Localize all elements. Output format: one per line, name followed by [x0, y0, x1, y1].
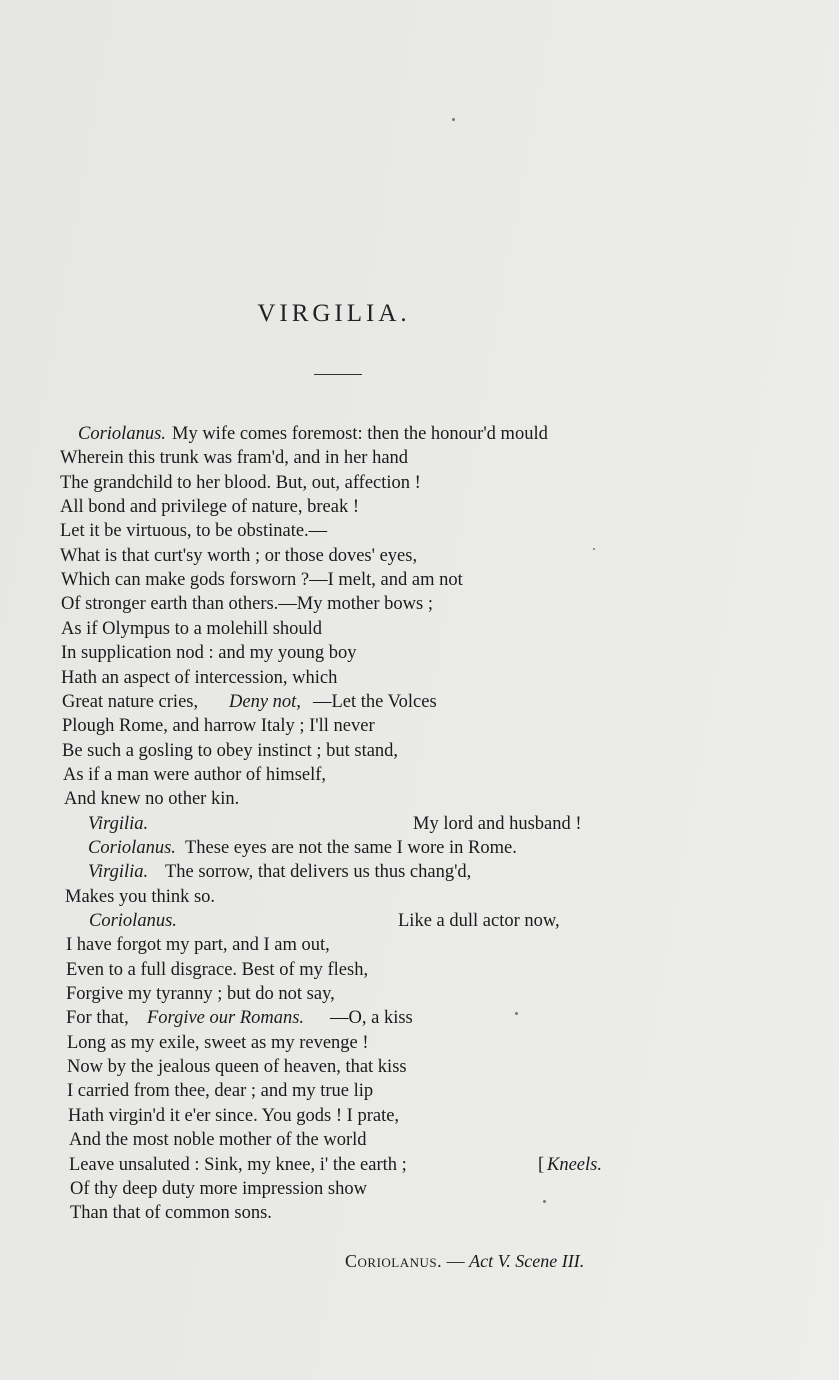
- verse-text: Let it be virtuous, to be obstinate.—: [60, 521, 328, 541]
- title-rule: [314, 374, 362, 375]
- citation-play: Coriolanus.: [345, 1251, 443, 1271]
- verse-text: Long as my exile, sweet as my revenge !: [67, 1033, 369, 1053]
- verse-text: Hath virgin'd it e'er since. You gods ! I prate,: [68, 1106, 400, 1126]
- verse-text: Than that of common sons.: [70, 1203, 272, 1223]
- verse-text: Makes you think so.: [65, 887, 216, 907]
- verse-text: All bond and privilege of nature, break !: [60, 497, 359, 517]
- verse-text: —O, a kiss: [330, 1008, 413, 1028]
- verse-text: Wherein this trunk was fram'd, and in her hand: [60, 448, 409, 468]
- verse-text: The sorrow, that delivers us thus chang'd,: [165, 862, 472, 882]
- speaker-or-emphasis: Coriolanus.: [88, 838, 176, 858]
- verse-text: Of stronger earth than others.—My mother bows ;: [61, 594, 433, 614]
- verse-text: Of thy deep duty more impression show: [70, 1179, 367, 1199]
- verse-text: Leave unsaluted : Sink, my knee, i' the earth ;: [69, 1155, 407, 1175]
- verse-text: Forgive my tyranny ; but do not say,: [66, 984, 335, 1004]
- citation: [345, 1251, 584, 1272]
- verse-text: Now by the jealous queen of heaven, that kiss: [67, 1057, 407, 1077]
- verse-text: Like a dull actor now,: [398, 911, 560, 931]
- verse-text: I have forgot my part, and I am out,: [66, 935, 330, 955]
- paper-speck: [543, 1200, 546, 1203]
- speaker-or-emphasis: Coriolanus.: [78, 424, 166, 444]
- paper-speck: [452, 118, 455, 121]
- verse-text: Which can make gods forsworn ?—I melt, and am not: [61, 570, 463, 590]
- verse-text: These eyes are not the same I wore in Rome.: [185, 838, 517, 858]
- verse-text: My wife comes foremost: then the honour'd mould: [172, 424, 548, 444]
- speaker-or-emphasis: Virgilia.: [88, 814, 149, 834]
- verse-text: Be such a gosling to obey instinct ; but stand,: [62, 741, 399, 761]
- verse-text: I carried from thee, dear ; and my true lip: [67, 1081, 374, 1101]
- speaker-or-emphasis: Kneels.: [547, 1155, 602, 1175]
- speaker-or-emphasis: Virgilia.: [88, 862, 149, 882]
- verse-text: Plough Rome, and harrow Italy ; I'll never: [62, 716, 375, 736]
- speaker-or-emphasis: Deny not,: [229, 692, 301, 712]
- verse-text: As if Olympus to a molehill should: [61, 619, 323, 639]
- paper-speck: [593, 548, 595, 550]
- verse-text: Hath an aspect of intercession, which: [61, 668, 338, 688]
- verse-text: As if a man were author of himself,: [63, 765, 327, 785]
- verse-text: [: [538, 1155, 545, 1175]
- verse-text: Even to a full disgrace. Best of my flesh,: [66, 960, 369, 980]
- verse-text: In supplication nod : and my young boy: [61, 643, 357, 663]
- citation-act: Act V. Scene III.: [469, 1251, 585, 1271]
- citation-dash: —: [442, 1251, 465, 1271]
- speaker-or-emphasis: Forgive our Romans.: [147, 1008, 305, 1028]
- verse-text: And knew no other kin.: [64, 789, 240, 809]
- page-title: VIRGILIA.: [257, 300, 411, 327]
- verse-text: —Let the Volces: [313, 692, 437, 712]
- verse-text: For that,: [66, 1008, 129, 1028]
- verse-text: What is that curt'sy worth ; or those doves' eyes,: [60, 546, 418, 566]
- paper-speck: [515, 1012, 518, 1015]
- speaker-or-emphasis: Coriolanus.: [89, 911, 177, 931]
- verse-text: Great nature cries,: [62, 692, 199, 712]
- verse-text: The grandchild to her blood. But, out, affection !: [60, 473, 421, 493]
- verse-text: My lord and husband !: [413, 814, 582, 834]
- verse-text: And the most noble mother of the world: [69, 1130, 367, 1150]
